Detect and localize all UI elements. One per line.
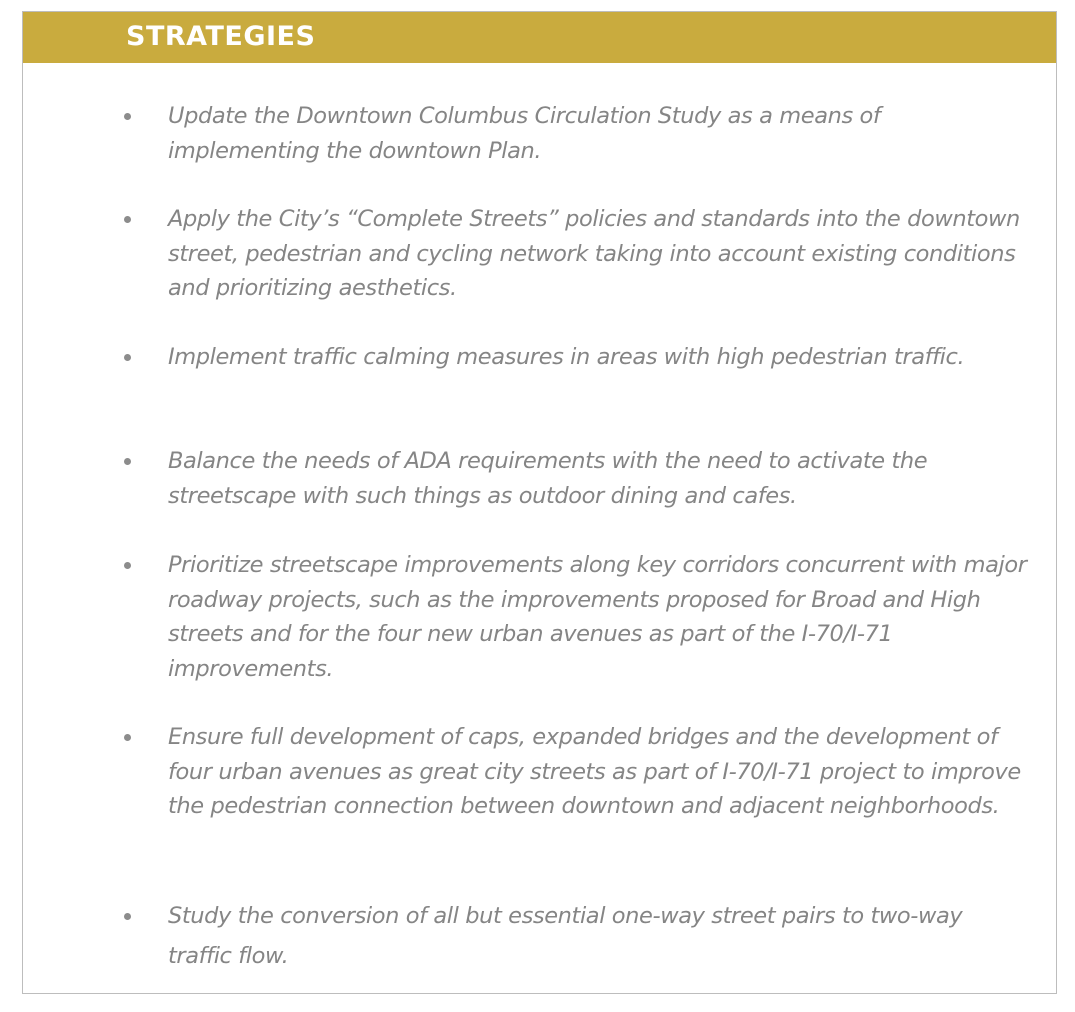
list-item bbox=[168, 202, 1028, 306]
bullet-icon bbox=[124, 354, 131, 361]
strategy-text: Apply the City’s “Complete Streets” policies and standards into the downtown street, pedestrian and cycling network taking into account existing conditions and prioritizing aesthetics. bbox=[168, 206, 1020, 301]
bullet-icon bbox=[124, 458, 131, 465]
strategy-text: Implement traffic calming measures in areas with high pedestrian traffic. bbox=[168, 344, 965, 370]
strategies-panel bbox=[22, 11, 1057, 994]
list-item bbox=[168, 720, 1028, 824]
list-item bbox=[168, 444, 1028, 513]
list-item bbox=[168, 99, 1028, 168]
strategy-text: Study the conversion of all but essential one-way street pairs to two-way traffic flow. bbox=[168, 903, 963, 969]
bullet-icon bbox=[124, 913, 131, 920]
list-item bbox=[168, 548, 1028, 686]
strategy-text: Balance the needs of ADA requirements with the need to activate the streetscape with such things as outdoor dining and cafes. bbox=[168, 448, 928, 509]
bullet-icon bbox=[124, 216, 131, 223]
section-title: STRATEGIES bbox=[126, 21, 316, 52]
list-item bbox=[168, 340, 1028, 375]
bullet-icon bbox=[124, 734, 131, 741]
list-item bbox=[168, 896, 1028, 976]
bullet-icon bbox=[124, 562, 131, 569]
header-bar bbox=[23, 12, 1056, 63]
strategy-text: Ensure full development of caps, expanded bridges and the development of four urban avenues as great city streets as part of I-70/I-71 project to improve the pedestrian connection between downtown and adjacent neighborhoods. bbox=[168, 724, 1021, 819]
bullet-icon bbox=[124, 113, 131, 120]
strategy-text: Update the Downtown Columbus Circulation Study as a means of implementing the downtown Plan. bbox=[168, 103, 881, 164]
strategy-text: Prioritize streetscape improvements along key corridors concurrent with major roadway projects, such as the improvements proposed for Broad and High streets and for the four new urban avenues as part of the I-70/I-71 improvements. bbox=[168, 552, 1027, 682]
